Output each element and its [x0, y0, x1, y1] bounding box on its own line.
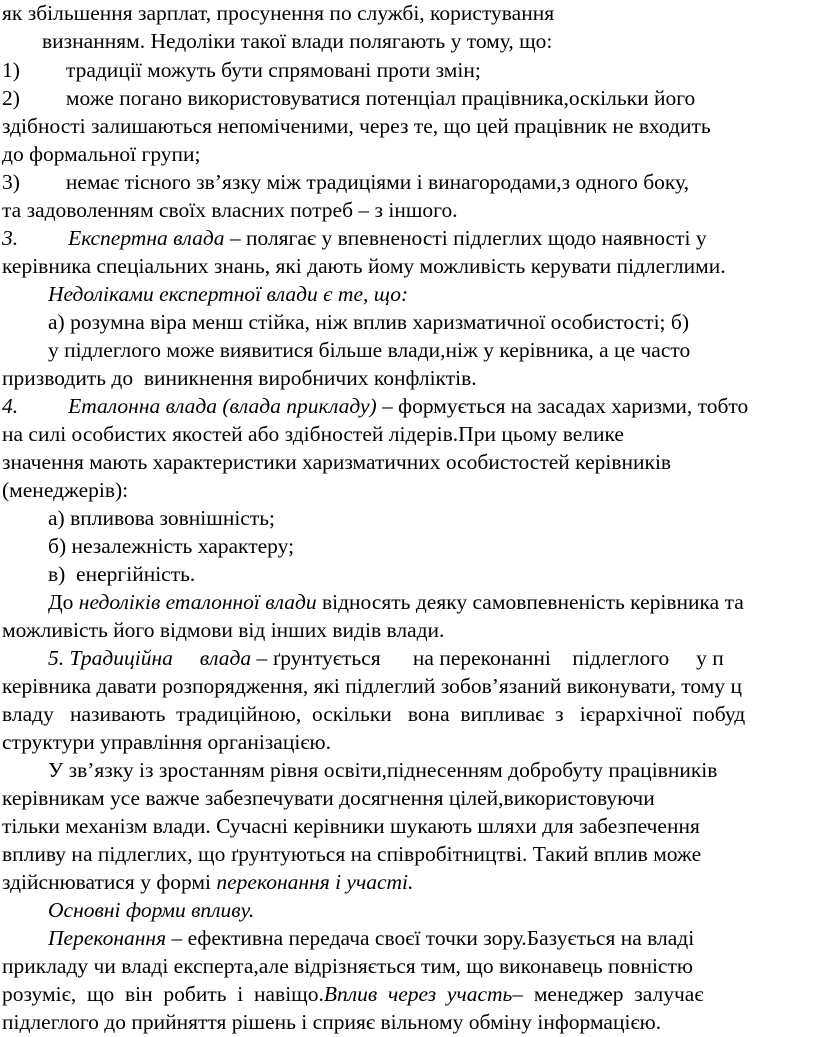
italic-text: 3. — [2, 226, 19, 250]
text-segment: може погано використовуватися потенціал працівника,оскільки його — [65, 86, 696, 110]
text-line — [2, 1009, 661, 1035]
text-line — [48, 309, 689, 335]
text-line — [42, 28, 552, 54]
text-line — [2, 141, 201, 167]
text-segment: – ґрунтується на переконанні підлеглого у п — [251, 646, 724, 670]
text-line — [2, 477, 128, 503]
text-segment: керівника спеціальних знань, які дають йому можливість керувати підлеглими. — [2, 254, 726, 278]
text-segment: у підлеглого може виявитися більше влади,ніж у керівника, а це часто — [48, 338, 691, 362]
text-line — [48, 561, 195, 587]
text-segment: владу називають традиційною, оскільки вона випливає з ієрархічної побуд — [2, 702, 746, 726]
text-line — [2, 57, 481, 83]
text-line — [48, 925, 694, 951]
italic-text: Експертна влада — [68, 226, 225, 250]
text-segment: 2) — [2, 86, 20, 110]
text-segment: підлеглого до прийняття рішень і сприяє вільному обміну інформацією. — [2, 1010, 662, 1034]
text-segment: 3) — [2, 170, 20, 194]
text-line — [48, 757, 717, 783]
text-line — [2, 981, 704, 1007]
text-segment: можливість його відмови від інших видів влади. — [2, 618, 445, 642]
text-line — [2, 421, 624, 447]
italic-text: Вплив через участь — [323, 982, 513, 1006]
italic-text: 5. Традиційна влада — [48, 646, 252, 670]
text-line — [2, 0, 554, 26]
text-segment: та задоволенням своїх власних потреб – з іншого. — [2, 198, 458, 222]
text-line — [48, 897, 254, 923]
italic-text: Недоліками експертної влади є те, що: — [48, 282, 409, 306]
text-segment: до формальної групи; — [2, 142, 201, 166]
text-line — [2, 365, 477, 391]
text-line — [2, 393, 748, 419]
text-segment: тільки механізм влади. Сучасні керівники шукають шляхи для забезпечення — [2, 814, 700, 838]
text-segment: – менеджер залучає — [512, 982, 704, 1006]
text-segment: впливу на підлеглих, що ґрунтуються на співробітництві. Такий вплив може — [2, 842, 702, 866]
text-segment: У зв’язку із зростанням рівня освіти,піднесенням добробуту працівників — [48, 758, 718, 782]
text-segment: визнанням. Недоліки такої влади полягають у тому, що: — [42, 29, 553, 53]
text-line — [2, 869, 413, 895]
text-line — [2, 729, 331, 755]
text-segment: немає тісного зв’язку між традиціями і винагородами,з одного боку, — [65, 170, 690, 194]
text-segment: а) розумна віра менш стійка, ніж вплив харизматичної особистості; б) — [48, 310, 689, 334]
text-segment: структури управління організацією. — [2, 730, 331, 754]
text-line — [48, 337, 690, 363]
text-line — [48, 645, 724, 671]
text-segment: – полягає у впевненості підлеглих щодо наявності у — [224, 226, 707, 250]
text-segment: а) впливова зовнішність; — [48, 506, 276, 530]
text-line — [48, 533, 294, 559]
text-segment: призводить до виникнення виробничих конфліктів. — [2, 366, 477, 390]
text-segment: як збільшення зарплат, просунення по службі, користування — [2, 1, 555, 25]
text-segment: традиції можуть бути спрямовані проти змін; — [65, 58, 481, 82]
text-line — [2, 701, 745, 727]
text-segment: керівника давати розпорядження, які підлеглий зобов’язаний виконувати, тому ц — [2, 674, 742, 698]
text-line — [2, 813, 700, 839]
text-segment: здібності залишаються непоміченими, через те, що цей працівник не входить — [2, 114, 711, 138]
text-line — [2, 953, 693, 979]
text-segment: відносять деяку самовпевненість керівника та — [316, 590, 744, 614]
text-line — [2, 673, 742, 699]
text-line — [48, 505, 275, 531]
text-line — [2, 449, 671, 475]
italic-text: Еталонна влада (влада прикладу) — [68, 394, 377, 418]
text-line — [2, 85, 695, 111]
text-segment: 1) — [2, 58, 20, 82]
text-segment: керівникам усе важче забезпечувати досягнення цілей,використовуючи — [2, 786, 655, 810]
text-segment: До — [48, 590, 79, 614]
text-segment: на силі особистих якостей або здібностей лідерів.При цьому велике — [2, 422, 624, 446]
text-line — [48, 589, 744, 615]
text-segment: – формується на засадах харизми, тобто — [376, 394, 749, 418]
text-segment: б) незалежність характеру; — [48, 534, 295, 558]
text-segment: в) енергійність. — [48, 562, 196, 586]
text-line — [2, 197, 458, 223]
text-line — [2, 225, 707, 251]
italic-text: недоліків еталонної влади — [78, 590, 317, 614]
text-line — [2, 617, 444, 643]
italic-text: Основні форми впливу. — [48, 898, 255, 922]
text-line — [48, 281, 408, 307]
text-segment: – ефективна передача своєї точки зору.Базується на владі — [166, 926, 695, 950]
text-segment: розуміє, що він робить і навіщо. — [2, 982, 324, 1006]
text-line — [2, 113, 711, 139]
text-segment: (менеджерів): — [2, 478, 129, 502]
italic-text: Переконання — [48, 926, 167, 950]
italic-text: переконання і участі. — [216, 870, 414, 894]
text-line — [2, 785, 655, 811]
italic-text: 4. — [2, 394, 19, 418]
text-line — [2, 253, 726, 279]
text-segment: здійснюватися у формі — [2, 870, 217, 894]
text-line — [2, 841, 701, 867]
text-segment: значення мають характеристики харизматичних особистостей керівників — [2, 450, 672, 474]
text-segment: прикладу чи владі експерта,але відрізняється тим, що виконавець повністю — [2, 954, 693, 978]
text-line — [2, 169, 689, 195]
